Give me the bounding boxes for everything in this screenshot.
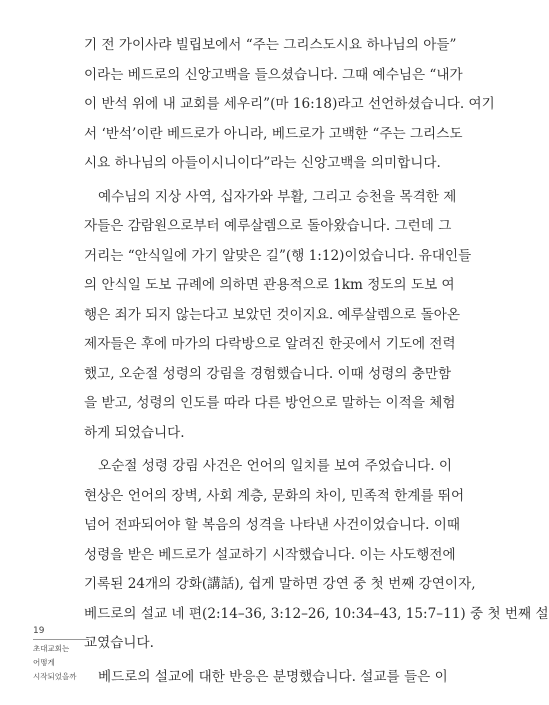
- page-footer: [33, 626, 93, 682]
- text-line: 현상은 언어의 장벽, 사회 계층, 문화의 차이, 민족적 한계를 뛰어: [84, 487, 465, 504]
- text-line: 거리는 “안식일에 가기 알맞은 길”(행 1:12)이었습니다. 유대인들: [84, 247, 472, 264]
- text-line: 제자들은 후에 마가의 다락방으로 알려진 한곳에서 기도에 전력: [84, 336, 456, 352]
- text-line: 예수님의 지상 사역, 십자가와 부활, 그리고 승천을 목격한 제: [98, 188, 457, 205]
- text-line: 베드로의 설교에 대한 반응은 분명했습니다. 설교를 들은 이: [98, 668, 448, 685]
- text-line: 베드로의 설교 네 편(2:14–36, 3:12–26, 10:34–43, 15:7–11) 중 첫 번째 설: [84, 605, 549, 622]
- text-line: 했고, 오순절 성령의 강림을 경험했습니다. 이때 성령의 충만함: [84, 365, 452, 382]
- text-line: 오순절 성령 강림 사건은 언어의 일치를 보여 주었습니다. 이: [98, 458, 453, 474]
- running-title-line: 시작되었을까: [33, 672, 77, 681]
- text-line: 이라는 베드로의 신앙고백을 들으셨습니다. 그때 예수님은 “내가: [84, 66, 463, 83]
- text-line: 을 받고, 성령의 인도를 따라 다른 방언으로 말하는 이적을 체험: [84, 395, 456, 411]
- text-line: 의 안식일 도보 규례에 의하면 관용적으로 1km 정도의 도보 여: [84, 277, 455, 293]
- text-line: 교였습니다.: [84, 635, 154, 651]
- running-title-line: 초대교회는: [33, 644, 70, 653]
- text-line: 서 ‘반석’이란 베드로가 아니라, 베드로가 고백한 “주는 그리스도: [84, 125, 463, 142]
- text-line: 하게 되었습니다.: [84, 424, 185, 441]
- text-line: 행은 죄가 되지 않는다고 보았던 것이지요. 예루살렘으로 돌아온: [84, 306, 460, 323]
- text-line: 기 전 가이사랴 빌립보에서 “주는 그리스도시요 하나님의 아들”: [84, 37, 457, 53]
- text-line: 이 반석 위에 내 교회를 세우리”(마 16:18)라고 선언하셨습니다. 여기: [84, 96, 495, 112]
- text-line: 넘어 전파되어야 할 복음의 성격을 나타낸 사건이었습니다. 이때: [84, 517, 460, 533]
- text-line: 시요 하나님의 아들이시니이다”라는 신앙고백을 의미합니다.: [84, 155, 441, 171]
- running-title-line: 어떻게: [33, 658, 55, 667]
- text-line: 성령을 받은 베드로가 설교하기 시작했습니다. 이는 사도행전에: [84, 546, 456, 563]
- text-line: 자들은 감람원으로부터 예루살렘으로 돌아왔습니다. 그런데 그: [84, 218, 452, 234]
- text-line: 기록된 24개의 강화(講話), 쉽게 말하면 강연 중 첫 번째 강연이자,: [84, 576, 476, 592]
- body-text: [84, 31, 549, 692]
- page-number: 19: [33, 626, 89, 640]
